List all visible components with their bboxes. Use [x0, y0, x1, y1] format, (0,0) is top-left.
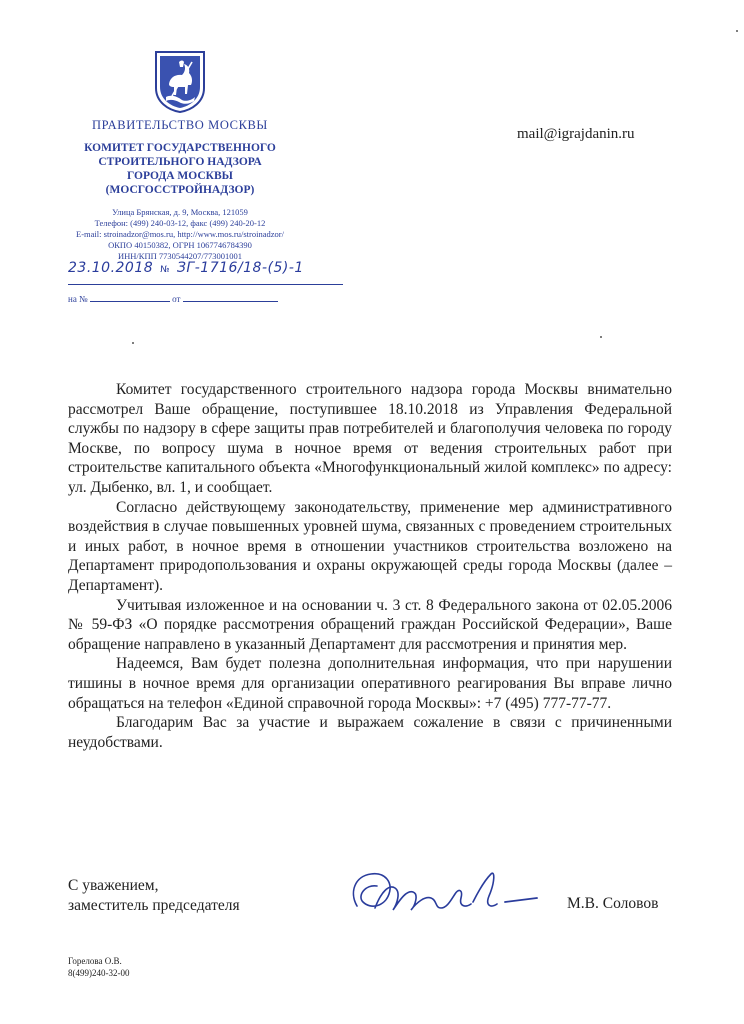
registration-number: ЗГ-1716/18-(5)-1 [176, 260, 304, 276]
contact-details [60, 207, 300, 262]
reference-line [68, 294, 288, 304]
registration-stamp [68, 260, 304, 276]
body-paragraph: Благодарим Вас за участие и выражаем сожаление в связи с причиненными неудобствами. [68, 714, 672, 751]
signer-name: М.В. Соловов [567, 895, 659, 912]
registration-date: 23.10.2018 [68, 260, 154, 276]
recipient-address: mail@igrajdanin.ru [517, 126, 635, 142]
inn-line: ИНН/КПП 7730544207/773001001 [118, 251, 242, 261]
okpo-line: ОКПО 40150382, ОГРН 1067746784390 [108, 240, 252, 250]
reference-from: от [172, 294, 181, 304]
committee-line: СТРОИТЕЛЬНОГО НАДЗОРА [98, 156, 262, 168]
committee-line: (МОСГОССТРОЙНАДЗОР) [105, 184, 255, 196]
closing-block [68, 876, 240, 915]
scan-dot [132, 342, 134, 344]
executor-name: Горелова О.В. [68, 956, 122, 966]
body-paragraph: Учитывая изложенное и на основании ч. 3 ст. 8 Федерального закона от 02.05.2006 № 59-ФЗ «О порядке рассмотрения обращений граждан Российской Федерации», Ваше обращение направлено в указанный Департамент для рассмотрения и принятия мер. [68, 596, 672, 653]
body-paragraph: Согласно действующему законодательству, применение мер административного воздействия в случае повышенных уровней шума, связанных с проведением строительных и иных работ, в ночное время в отношении участников строительства возложено на Департамент природопользования и охраны окружающей среды города Москвы (далее – Департамент). [68, 498, 672, 594]
committee-line: КОМИТЕТ ГОСУДАРСТВЕННОГО [84, 142, 276, 154]
reference-prefix: на № [68, 294, 88, 304]
handwritten-signature [345, 862, 545, 922]
phone-line: Телефон: (499) 240-03-12, факс (499) 240-20-12 [94, 218, 266, 228]
letter-body [68, 380, 672, 752]
letterhead [60, 50, 300, 262]
moscow-coat-of-arms-icon [152, 50, 208, 114]
reference-number-blank [90, 301, 170, 302]
executor-info [68, 955, 130, 979]
committee-line: ГОРОДА МОСКВЫ [127, 170, 233, 182]
email-line: E-mail: stroinadzor@mos.ru, http://www.mos.ru/stroinadzor/ [76, 229, 284, 239]
body-paragraph: Надеемся, Вам будет полезна дополнительная информация, что при нарушении тишины в ночное время для организации оперативного реагирования Вы вправе лично обращаться на телефон «Единой справочной города Москвы»: +7 (495) 777-77-77. [68, 655, 672, 712]
scan-dot [736, 30, 738, 32]
registration-number-sign: № [160, 265, 170, 275]
executor-phone: 8(499)240-32-00 [68, 968, 130, 978]
reference-date-blank [183, 301, 278, 302]
closing-greeting: С уважением, [68, 877, 159, 894]
committee-name [60, 141, 300, 197]
scan-dot [600, 336, 602, 338]
address-line: Улица Брянская, д. 9, Москва, 121059 [112, 207, 248, 217]
government-title: ПРАВИТЕЛЬСТВО МОСКВЫ [92, 118, 268, 132]
body-paragraph: Комитет государственного строительного надзора города Москвы внимательно рассмотрел Ваше обращение, поступившее 18.10.2018 из Управления Федеральной службы по надзору в сфере защиты прав потребителей и благополучия человека по городу Москве, по вопросу шума в ночное время от ведения строительных работ при строительстве капитального объекта «Многофункциональный жилой комплекс» по адресу: ул. Дыбенко, вл. 1, и сообщает. [68, 381, 672, 496]
signer-position: заместитель председателя [68, 896, 240, 914]
